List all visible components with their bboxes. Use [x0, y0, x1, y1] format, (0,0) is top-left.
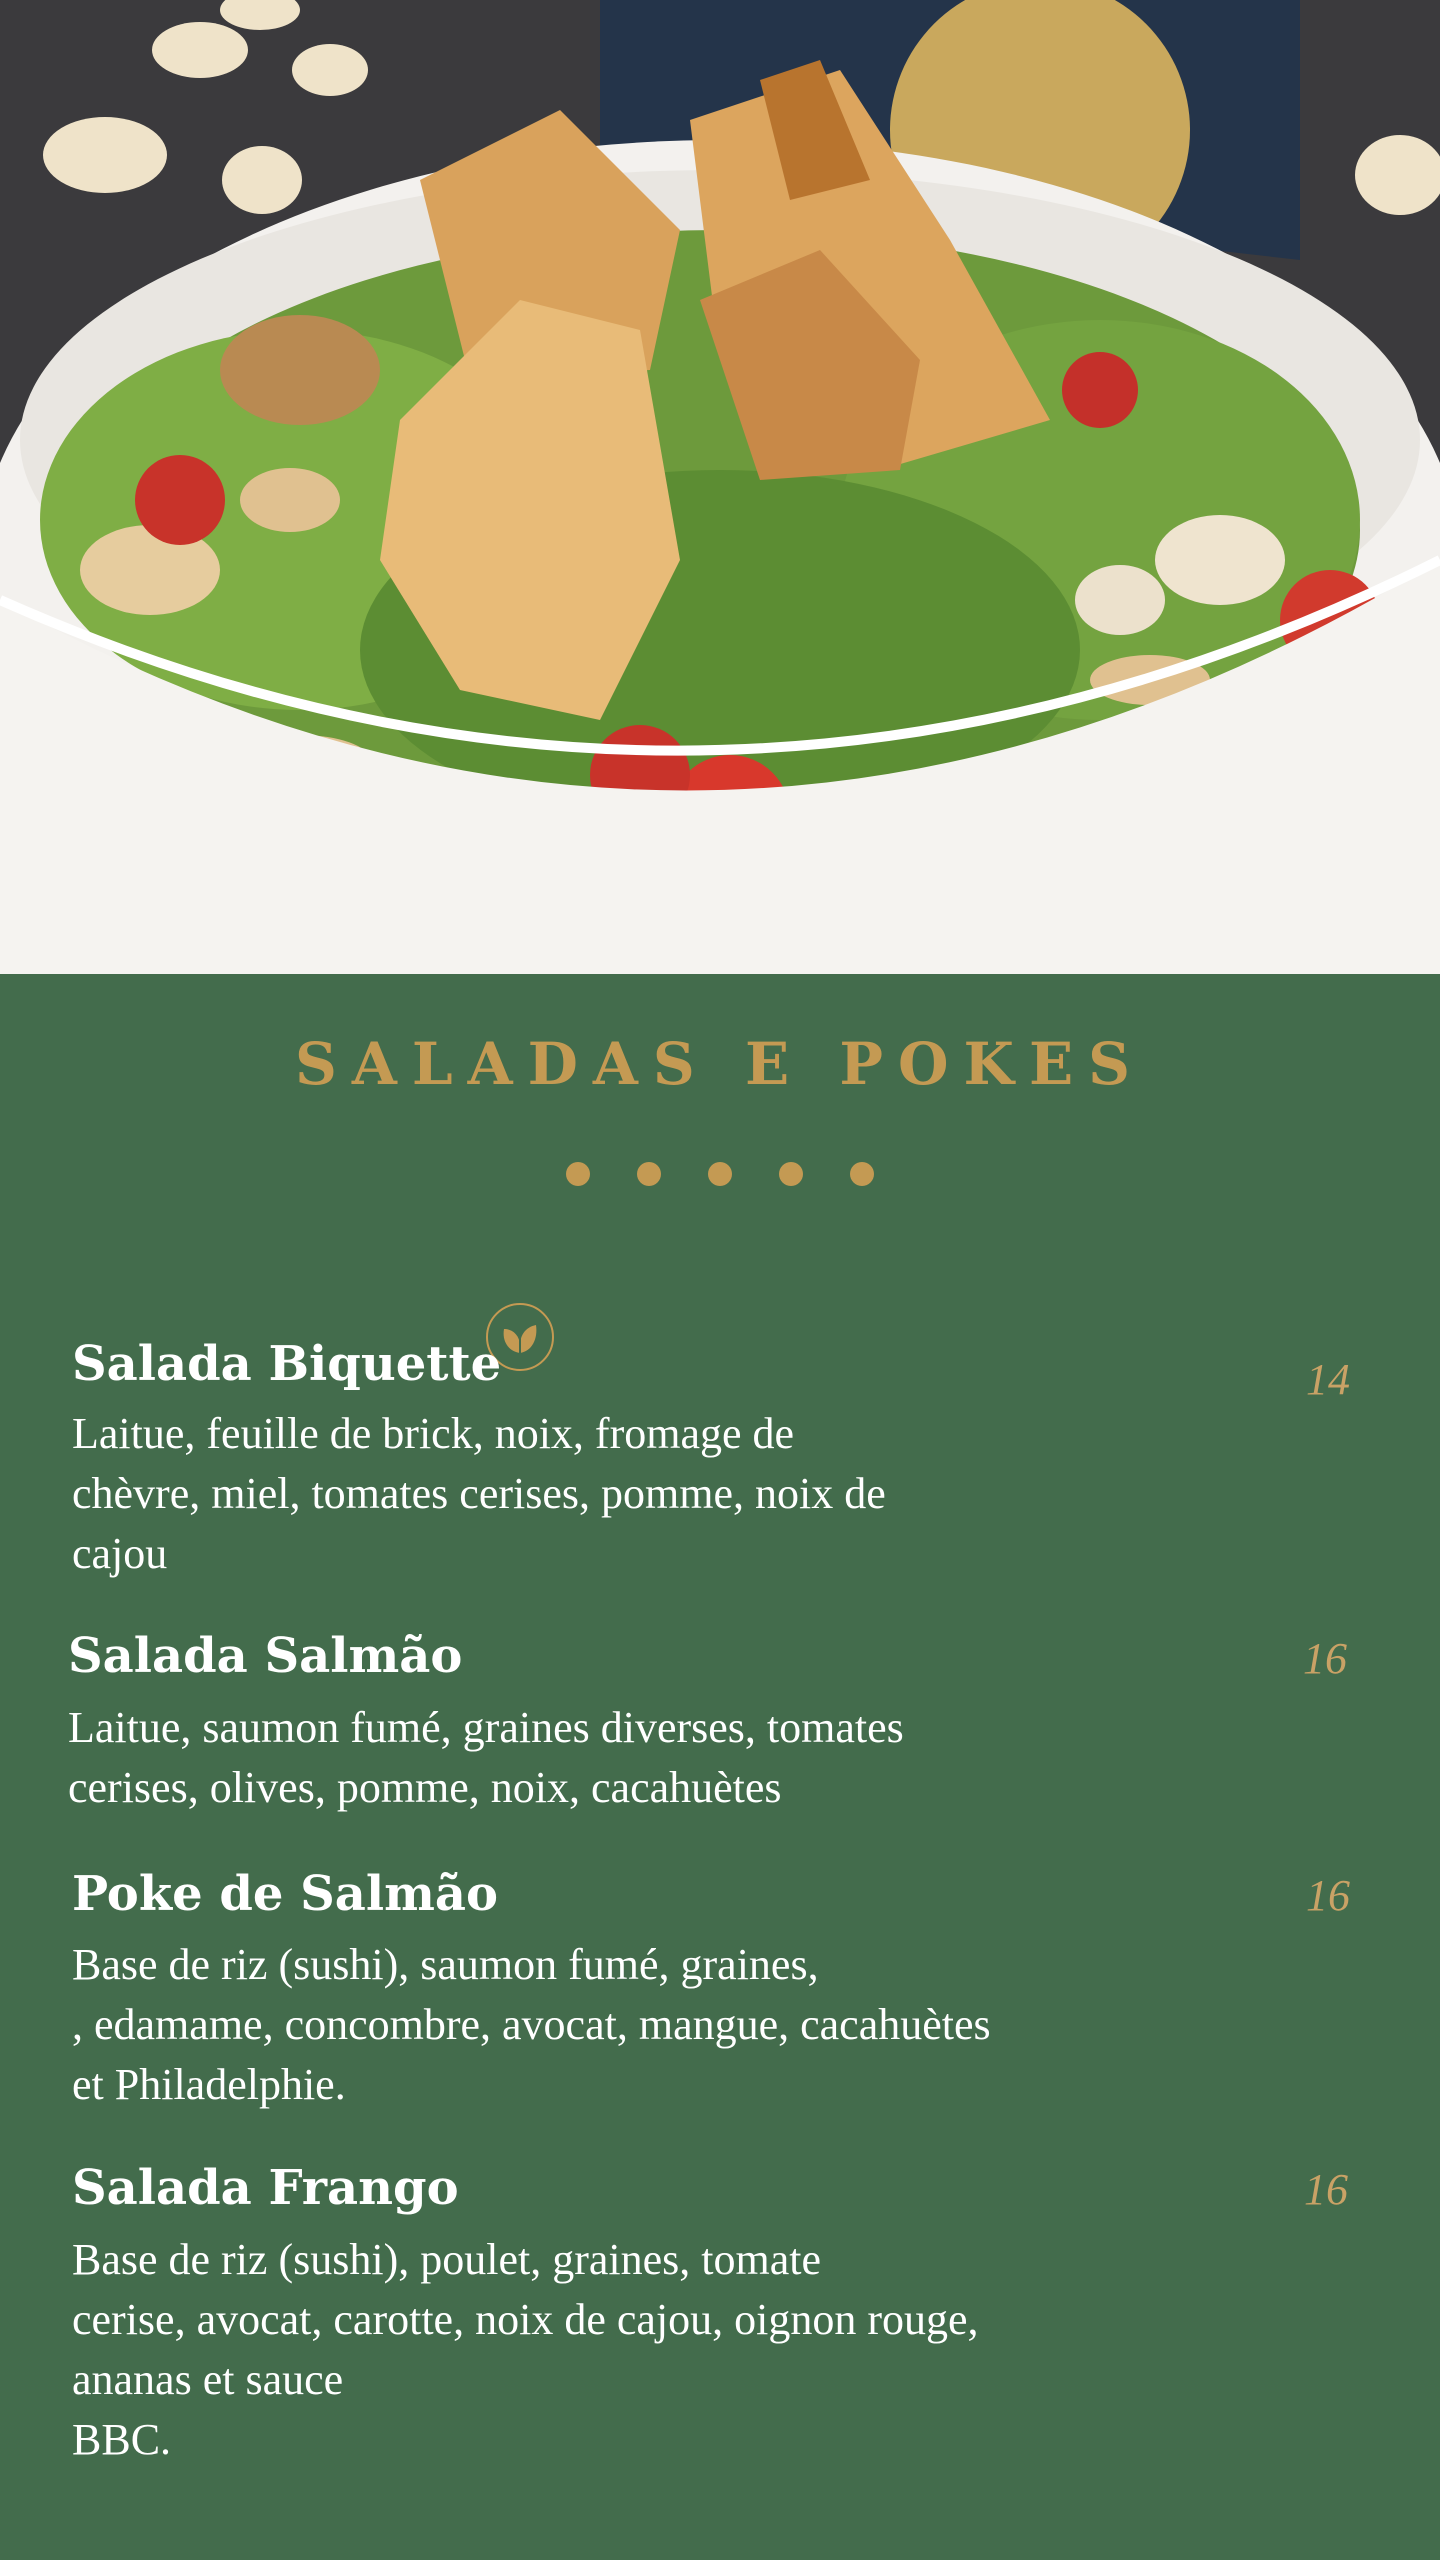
item-description: Laitue, saumon fumé, graines diverses, tomates cerises, olives, pomme, noix, cacahuètes — [68, 1703, 904, 1812]
item-description: Base de riz (sushi), saumon fumé, graines, , edamame, concombre, avocat, mangue, cacahuètes et Philadelphie. — [72, 1940, 991, 2109]
item-price: 14 — [1306, 1355, 1350, 1404]
item-price: 16 — [1304, 2165, 1348, 2214]
item-price: 16 — [1306, 1871, 1350, 1920]
item-price: 16 — [1303, 1634, 1347, 1683]
divider-dot — [850, 1162, 874, 1186]
item-description: Base de riz (sushi), poulet, graines, tomate cerise, avocat, carotte, noix de cajou, oignon rouge, ananas et sauce BBC. — [72, 2235, 979, 2464]
section-title: SALADAS E POKES — [294, 1030, 1146, 1098]
divider-dot — [566, 1162, 590, 1186]
divider-dot — [708, 1162, 732, 1186]
divider-dot — [779, 1162, 803, 1186]
item-name: Salada Salmão — [68, 1628, 463, 1684]
divider-dot — [637, 1162, 661, 1186]
item-name: Salada Biquette — [72, 1336, 502, 1392]
hero-salad-photo — [0, 0, 1440, 974]
title-divider-dots — [0, 1162, 1440, 1186]
salad-bowl-illustration — [0, 0, 1440, 974]
item-name: Poke de Salmão — [72, 1866, 499, 1922]
item-name: Salada Frango — [72, 2160, 459, 2216]
item-description: Laitue, feuille de brick, noix, fromage de chèvre, miel, tomates cerises, pomme, noix de cajou — [72, 1409, 886, 1578]
